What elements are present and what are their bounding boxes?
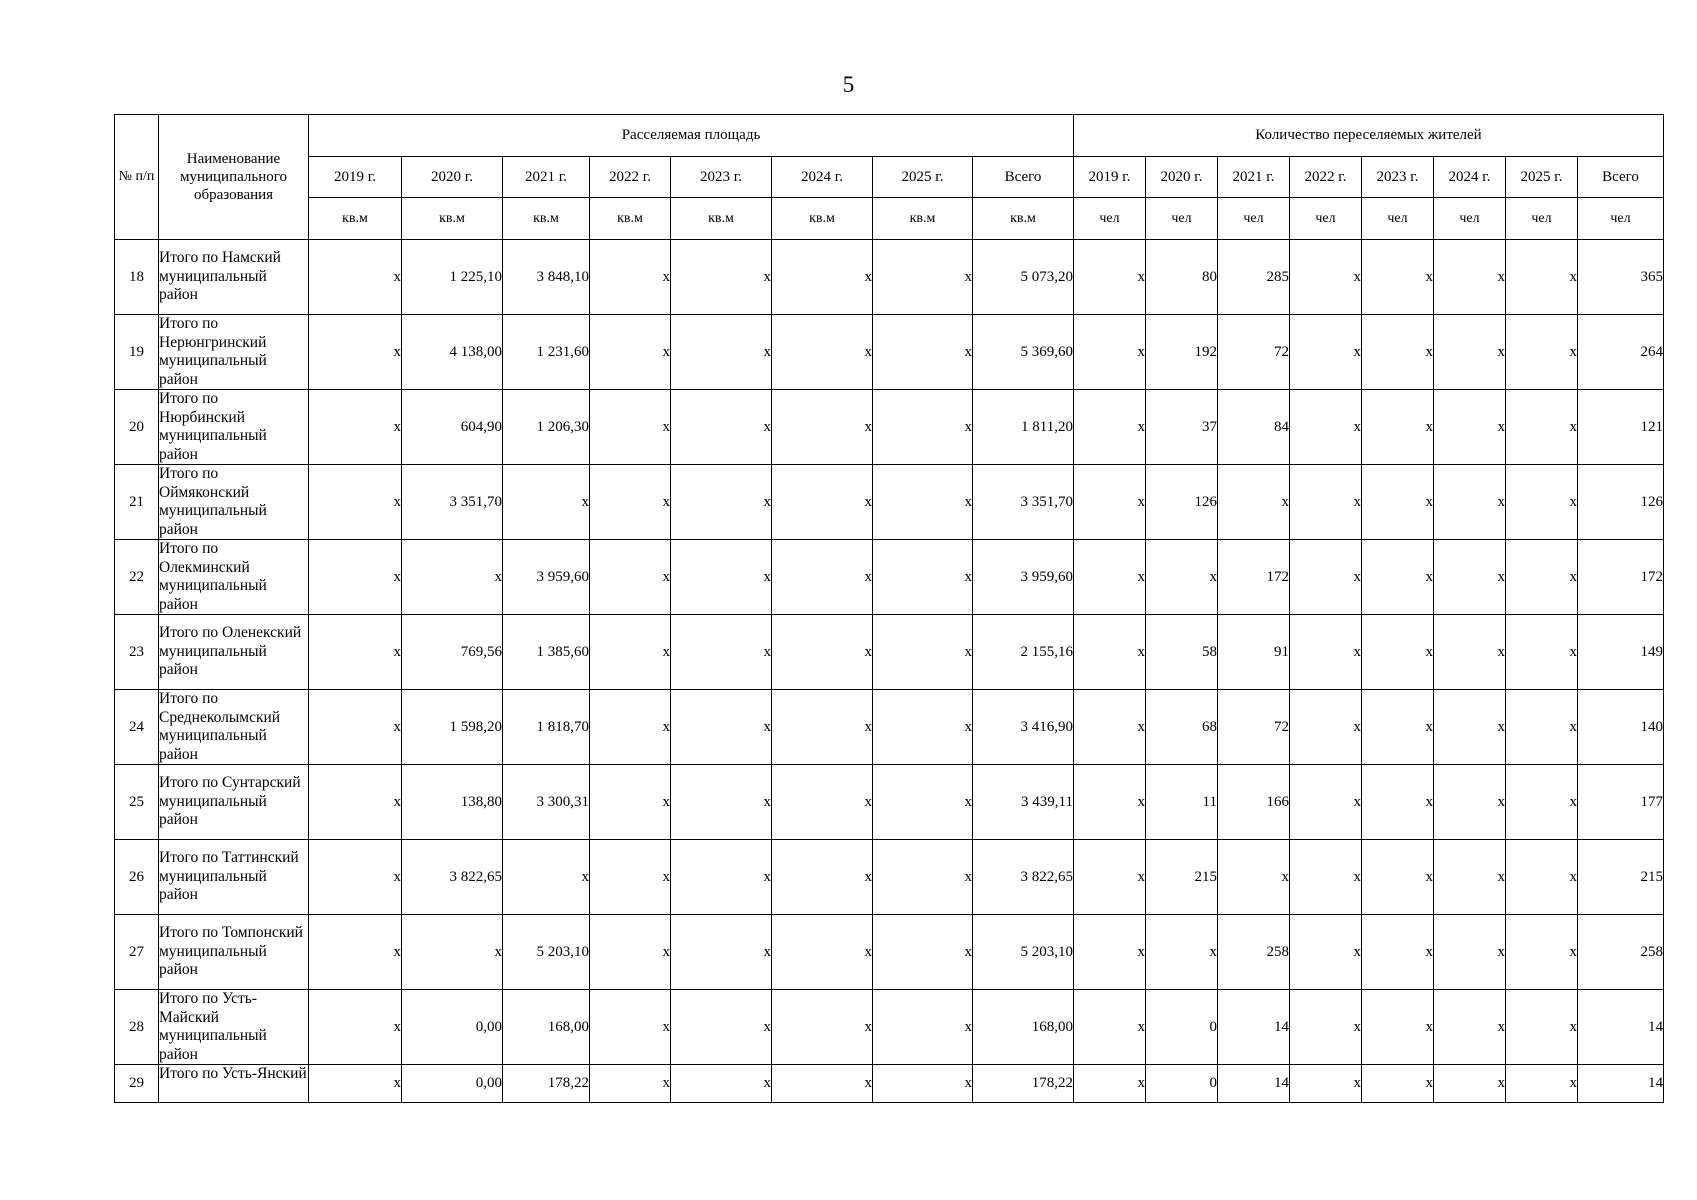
cell-area: x bbox=[772, 615, 873, 690]
header-unit-area: кв.м bbox=[590, 198, 671, 240]
cell-people: 80 bbox=[1146, 240, 1218, 315]
cell-people: x bbox=[1074, 240, 1146, 315]
cell-people: x bbox=[1434, 990, 1506, 1065]
cell-people: 14 bbox=[1218, 990, 1290, 1065]
header-year-area: 2020 г. bbox=[402, 157, 503, 198]
cell-people: x bbox=[1074, 315, 1146, 390]
cell-people: x bbox=[1074, 990, 1146, 1065]
header-unit-people: чел bbox=[1290, 198, 1362, 240]
cell-area: x bbox=[873, 990, 973, 1065]
cell-area: x bbox=[671, 465, 772, 540]
cell-area: x bbox=[772, 315, 873, 390]
cell-people: x bbox=[1434, 840, 1506, 915]
cell-area: 168,00 bbox=[973, 990, 1074, 1065]
header-year-area: 2024 г. bbox=[772, 157, 873, 198]
cell-area: 178,22 bbox=[973, 1065, 1074, 1103]
cell-people: x bbox=[1506, 765, 1578, 840]
cell-people: x bbox=[1506, 915, 1578, 990]
cell-area: x bbox=[590, 765, 671, 840]
cell-area: 3 822,65 bbox=[402, 840, 503, 915]
header-unit-people: чел bbox=[1362, 198, 1434, 240]
cell-area: x bbox=[309, 690, 402, 765]
header-year-people: Всего bbox=[1578, 157, 1664, 198]
header-unit-area: кв.м bbox=[873, 198, 973, 240]
cell-people: x bbox=[1506, 540, 1578, 615]
cell-area: x bbox=[873, 240, 973, 315]
cell-area: x bbox=[671, 615, 772, 690]
cell-area: 1 598,20 bbox=[402, 690, 503, 765]
cell-people: x bbox=[1362, 690, 1434, 765]
cell-area: x bbox=[503, 465, 590, 540]
table-row bbox=[115, 690, 1664, 765]
cell-area: x bbox=[309, 240, 402, 315]
cell-area: 5 369,60 bbox=[973, 315, 1074, 390]
cell-area: x bbox=[402, 540, 503, 615]
cell-people: 172 bbox=[1578, 540, 1664, 615]
cell-area: x bbox=[309, 840, 402, 915]
row-number: 23 bbox=[115, 615, 159, 690]
cell-area: x bbox=[671, 765, 772, 840]
header-year-area: 2025 г. bbox=[873, 157, 973, 198]
cell-area: x bbox=[671, 390, 772, 465]
row-municipality-name: Итого по Олекминский муниципальный район bbox=[159, 540, 309, 615]
cell-people: x bbox=[1362, 315, 1434, 390]
header-unit-area: кв.м bbox=[973, 198, 1074, 240]
cell-area: 1 225,10 bbox=[402, 240, 503, 315]
cell-people: x bbox=[1506, 990, 1578, 1065]
cell-area: x bbox=[309, 540, 402, 615]
cell-area: x bbox=[402, 915, 503, 990]
cell-people: 215 bbox=[1146, 840, 1218, 915]
header-year-area: 2021 г. bbox=[503, 157, 590, 198]
row-municipality-name: Итого по Томпонский муниципальный район bbox=[159, 915, 309, 990]
cell-people: x bbox=[1074, 465, 1146, 540]
cell-people: 58 bbox=[1146, 615, 1218, 690]
header-year-area: 2023 г. bbox=[671, 157, 772, 198]
cell-people: x bbox=[1074, 615, 1146, 690]
header-year-people: 2021 г. bbox=[1218, 157, 1290, 198]
header-year-people: 2019 г. bbox=[1074, 157, 1146, 198]
cell-people: 14 bbox=[1578, 1065, 1664, 1103]
row-municipality-name: Итого по Нерюнгринский муниципальный район bbox=[159, 315, 309, 390]
cell-people: x bbox=[1362, 990, 1434, 1065]
cell-area: 3 848,10 bbox=[503, 240, 590, 315]
cell-people: x bbox=[1362, 1065, 1434, 1103]
header-unit-people: чел bbox=[1218, 198, 1290, 240]
cell-area: x bbox=[590, 315, 671, 390]
table-row bbox=[115, 540, 1664, 615]
cell-people: x bbox=[1290, 765, 1362, 840]
table-row bbox=[115, 315, 1664, 390]
row-municipality-name: Итого по Нюрбинский муниципальный район bbox=[159, 390, 309, 465]
cell-area: 3 439,11 bbox=[973, 765, 1074, 840]
row-municipality-name: Итого по Сунтарский муниципальный район bbox=[159, 765, 309, 840]
cell-area: x bbox=[671, 690, 772, 765]
cell-area: x bbox=[873, 840, 973, 915]
cell-people: 192 bbox=[1146, 315, 1218, 390]
cell-people: 84 bbox=[1218, 390, 1290, 465]
cell-people: x bbox=[1506, 615, 1578, 690]
cell-area: x bbox=[590, 465, 671, 540]
cell-area: x bbox=[873, 1065, 973, 1103]
cell-people: x bbox=[1506, 240, 1578, 315]
cell-area: x bbox=[772, 915, 873, 990]
table-body bbox=[115, 240, 1664, 1103]
cell-area: x bbox=[873, 615, 973, 690]
cell-people: x bbox=[1146, 540, 1218, 615]
cell-area: 0,00 bbox=[402, 1065, 503, 1103]
cell-area: 1 231,60 bbox=[503, 315, 590, 390]
cell-area: 1 818,70 bbox=[503, 690, 590, 765]
cell-area: x bbox=[309, 765, 402, 840]
cell-people: x bbox=[1434, 390, 1506, 465]
cell-area: x bbox=[671, 540, 772, 615]
cell-people: 91 bbox=[1218, 615, 1290, 690]
cell-people: x bbox=[1434, 240, 1506, 315]
cell-people: x bbox=[1434, 1065, 1506, 1103]
cell-area: 3 822,65 bbox=[973, 840, 1074, 915]
cell-people: x bbox=[1434, 315, 1506, 390]
cell-people: x bbox=[1362, 390, 1434, 465]
cell-area: x bbox=[590, 615, 671, 690]
table-row bbox=[115, 915, 1664, 990]
cell-people: x bbox=[1362, 840, 1434, 915]
cell-people: x bbox=[1218, 465, 1290, 540]
cell-area: x bbox=[309, 1065, 402, 1103]
cell-area: x bbox=[772, 540, 873, 615]
cell-area: x bbox=[590, 840, 671, 915]
cell-people: x bbox=[1290, 465, 1362, 540]
cell-area: x bbox=[671, 840, 772, 915]
cell-area: x bbox=[309, 390, 402, 465]
cell-area: 0,00 bbox=[402, 990, 503, 1065]
cell-people: x bbox=[1362, 615, 1434, 690]
cell-people: 126 bbox=[1578, 465, 1664, 540]
cell-people: 215 bbox=[1578, 840, 1664, 915]
header-unit-people: чел bbox=[1434, 198, 1506, 240]
header-unit-area: кв.м bbox=[309, 198, 402, 240]
cell-people: 149 bbox=[1578, 615, 1664, 690]
cell-area: 4 138,00 bbox=[402, 315, 503, 390]
cell-people: x bbox=[1434, 615, 1506, 690]
cell-people: x bbox=[1290, 840, 1362, 915]
cell-people: x bbox=[1506, 1065, 1578, 1103]
cell-area: x bbox=[309, 615, 402, 690]
header-years-row bbox=[115, 157, 1664, 198]
table-row bbox=[115, 390, 1664, 465]
cell-area: x bbox=[671, 315, 772, 390]
cell-people: 0 bbox=[1146, 1065, 1218, 1103]
cell-area: 178,22 bbox=[503, 1065, 590, 1103]
cell-area: 3 351,70 bbox=[402, 465, 503, 540]
header-units-row bbox=[115, 198, 1664, 240]
header-year-area: 2019 г. bbox=[309, 157, 402, 198]
cell-area: x bbox=[873, 390, 973, 465]
cell-area: x bbox=[309, 315, 402, 390]
cell-people: x bbox=[1506, 465, 1578, 540]
cell-people: x bbox=[1434, 540, 1506, 615]
header-unit-area: кв.м bbox=[402, 198, 503, 240]
cell-area: 769,56 bbox=[402, 615, 503, 690]
cell-people: 258 bbox=[1218, 915, 1290, 990]
header-unit-area: кв.м bbox=[772, 198, 873, 240]
cell-area: x bbox=[671, 240, 772, 315]
cell-area: 3 416,90 bbox=[973, 690, 1074, 765]
cell-people: x bbox=[1362, 540, 1434, 615]
cell-people: x bbox=[1074, 690, 1146, 765]
row-municipality-name: Итого по Усть-Янский bbox=[159, 1065, 309, 1103]
table-row bbox=[115, 1065, 1664, 1103]
table-row bbox=[115, 765, 1664, 840]
row-municipality-name: Итого по Таттинский муниципальный район bbox=[159, 840, 309, 915]
cell-people: 37 bbox=[1146, 390, 1218, 465]
cell-people: x bbox=[1290, 390, 1362, 465]
cell-area: x bbox=[772, 765, 873, 840]
cell-area: x bbox=[309, 465, 402, 540]
row-number: 21 bbox=[115, 465, 159, 540]
cell-people: x bbox=[1290, 1065, 1362, 1103]
cell-area: 1 385,60 bbox=[503, 615, 590, 690]
cell-people: 285 bbox=[1218, 240, 1290, 315]
header-year-people: 2025 г. bbox=[1506, 157, 1578, 198]
cell-people: x bbox=[1362, 240, 1434, 315]
cell-area: x bbox=[772, 240, 873, 315]
header-year-people: 2020 г. bbox=[1146, 157, 1218, 198]
cell-area: x bbox=[671, 1065, 772, 1103]
header-year-people: 2023 г. bbox=[1362, 157, 1434, 198]
row-number: 29 bbox=[115, 1065, 159, 1103]
cell-area: x bbox=[590, 540, 671, 615]
table-row bbox=[115, 990, 1664, 1065]
table-header bbox=[115, 115, 1664, 240]
row-municipality-name: Итого по Оймяконский муниципальный район bbox=[159, 465, 309, 540]
cell-people: x bbox=[1218, 840, 1290, 915]
cell-people: x bbox=[1074, 915, 1146, 990]
row-number: 26 bbox=[115, 840, 159, 915]
page-number: 5 bbox=[842, 72, 855, 97]
cell-area: x bbox=[590, 1065, 671, 1103]
header-year-people: 2022 г. bbox=[1290, 157, 1362, 198]
cell-area: x bbox=[772, 690, 873, 765]
cell-area: x bbox=[590, 990, 671, 1065]
cell-area: 3 351,70 bbox=[973, 465, 1074, 540]
cell-people: x bbox=[1290, 240, 1362, 315]
cell-area: x bbox=[671, 990, 772, 1065]
cell-area: x bbox=[873, 465, 973, 540]
cell-area: x bbox=[772, 1065, 873, 1103]
cell-area: x bbox=[873, 315, 973, 390]
row-municipality-name: Итого по Намский муниципальный район bbox=[159, 240, 309, 315]
cell-area: 3 300,31 bbox=[503, 765, 590, 840]
cell-people: x bbox=[1290, 915, 1362, 990]
row-number: 19 bbox=[115, 315, 159, 390]
row-municipality-name: Итого по Усть-Майский муниципальный район bbox=[159, 990, 309, 1065]
cell-area: x bbox=[772, 465, 873, 540]
cell-people: 0 bbox=[1146, 990, 1218, 1065]
cell-people: x bbox=[1362, 765, 1434, 840]
cell-people: 72 bbox=[1218, 690, 1290, 765]
header-year-area: Всего bbox=[973, 157, 1074, 198]
cell-people: x bbox=[1506, 315, 1578, 390]
header-unit-area: кв.м bbox=[671, 198, 772, 240]
cell-area: 1 206,30 bbox=[503, 390, 590, 465]
header-name: Наименование муниципального образования bbox=[159, 115, 309, 240]
cell-people: x bbox=[1434, 690, 1506, 765]
cell-area: 5 203,10 bbox=[973, 915, 1074, 990]
cell-area: 3 959,60 bbox=[973, 540, 1074, 615]
cell-area: x bbox=[873, 915, 973, 990]
cell-people: x bbox=[1362, 465, 1434, 540]
cell-people: x bbox=[1290, 690, 1362, 765]
cell-area: x bbox=[590, 690, 671, 765]
cell-people: x bbox=[1434, 765, 1506, 840]
header-num: № п/п bbox=[115, 115, 159, 240]
cell-people: x bbox=[1074, 1065, 1146, 1103]
cell-area: x bbox=[772, 990, 873, 1065]
table-row bbox=[115, 840, 1664, 915]
cell-people: x bbox=[1434, 465, 1506, 540]
cell-people: x bbox=[1434, 915, 1506, 990]
cell-people: x bbox=[1290, 990, 1362, 1065]
cell-area: 138,80 bbox=[402, 765, 503, 840]
table-row bbox=[115, 240, 1664, 315]
cell-area: x bbox=[772, 840, 873, 915]
cell-people: x bbox=[1290, 540, 1362, 615]
cell-area: 604,90 bbox=[402, 390, 503, 465]
table-row bbox=[115, 615, 1664, 690]
cell-area: 3 959,60 bbox=[503, 540, 590, 615]
cell-people: 11 bbox=[1146, 765, 1218, 840]
cell-area: 5 203,10 bbox=[503, 915, 590, 990]
header-group-area: Расселяемая площадь bbox=[309, 115, 1074, 157]
row-municipality-name: Итого по Среднеколымский муниципальный район bbox=[159, 690, 309, 765]
header-year-area: 2022 г. bbox=[590, 157, 671, 198]
cell-people: 126 bbox=[1146, 465, 1218, 540]
cell-area: x bbox=[309, 915, 402, 990]
row-number: 20 bbox=[115, 390, 159, 465]
cell-people: 72 bbox=[1218, 315, 1290, 390]
row-number: 25 bbox=[115, 765, 159, 840]
cell-area: x bbox=[503, 840, 590, 915]
cell-people: 14 bbox=[1578, 990, 1664, 1065]
cell-people: x bbox=[1074, 840, 1146, 915]
cell-area: x bbox=[590, 915, 671, 990]
header-year-people: 2024 г. bbox=[1434, 157, 1506, 198]
cell-people: x bbox=[1074, 540, 1146, 615]
cell-people: 166 bbox=[1218, 765, 1290, 840]
cell-people: x bbox=[1074, 765, 1146, 840]
header-group-people: Количество переселяемых жителей bbox=[1074, 115, 1664, 157]
cell-area: x bbox=[873, 540, 973, 615]
cell-people: x bbox=[1506, 840, 1578, 915]
cell-area: x bbox=[772, 390, 873, 465]
cell-people: 365 bbox=[1578, 240, 1664, 315]
row-number: 28 bbox=[115, 990, 159, 1065]
cell-people: x bbox=[1146, 915, 1218, 990]
table-row bbox=[115, 465, 1664, 540]
cell-area: 1 811,20 bbox=[973, 390, 1074, 465]
row-number: 18 bbox=[115, 240, 159, 315]
cell-people: 172 bbox=[1218, 540, 1290, 615]
cell-area: 168,00 bbox=[503, 990, 590, 1065]
cell-people: x bbox=[1290, 615, 1362, 690]
cell-area: x bbox=[671, 915, 772, 990]
header-unit-people: чел bbox=[1578, 198, 1664, 240]
cell-area: x bbox=[309, 990, 402, 1065]
cell-people: x bbox=[1074, 390, 1146, 465]
cell-people: 177 bbox=[1578, 765, 1664, 840]
cell-area: x bbox=[873, 765, 973, 840]
cell-people: x bbox=[1506, 390, 1578, 465]
resettlement-table bbox=[114, 114, 1664, 1103]
cell-people: x bbox=[1362, 915, 1434, 990]
cell-people: 121 bbox=[1578, 390, 1664, 465]
row-number: 22 bbox=[115, 540, 159, 615]
row-municipality-name: Итого по Оленекский муниципальный район bbox=[159, 615, 309, 690]
cell-area: x bbox=[590, 240, 671, 315]
header-unit-people: чел bbox=[1506, 198, 1578, 240]
cell-people: x bbox=[1506, 690, 1578, 765]
header-unit-people: чел bbox=[1074, 198, 1146, 240]
cell-people: 264 bbox=[1578, 315, 1664, 390]
cell-area: x bbox=[590, 390, 671, 465]
cell-people: 258 bbox=[1578, 915, 1664, 990]
header-unit-people: чел bbox=[1146, 198, 1218, 240]
header-unit-area: кв.м bbox=[503, 198, 590, 240]
cell-people: 140 bbox=[1578, 690, 1664, 765]
cell-area: x bbox=[873, 690, 973, 765]
cell-people: 68 bbox=[1146, 690, 1218, 765]
cell-people: x bbox=[1290, 315, 1362, 390]
row-number: 27 bbox=[115, 915, 159, 990]
cell-area: 5 073,20 bbox=[973, 240, 1074, 315]
row-number: 24 bbox=[115, 690, 159, 765]
cell-people: 14 bbox=[1218, 1065, 1290, 1103]
cell-area: 2 155,16 bbox=[973, 615, 1074, 690]
